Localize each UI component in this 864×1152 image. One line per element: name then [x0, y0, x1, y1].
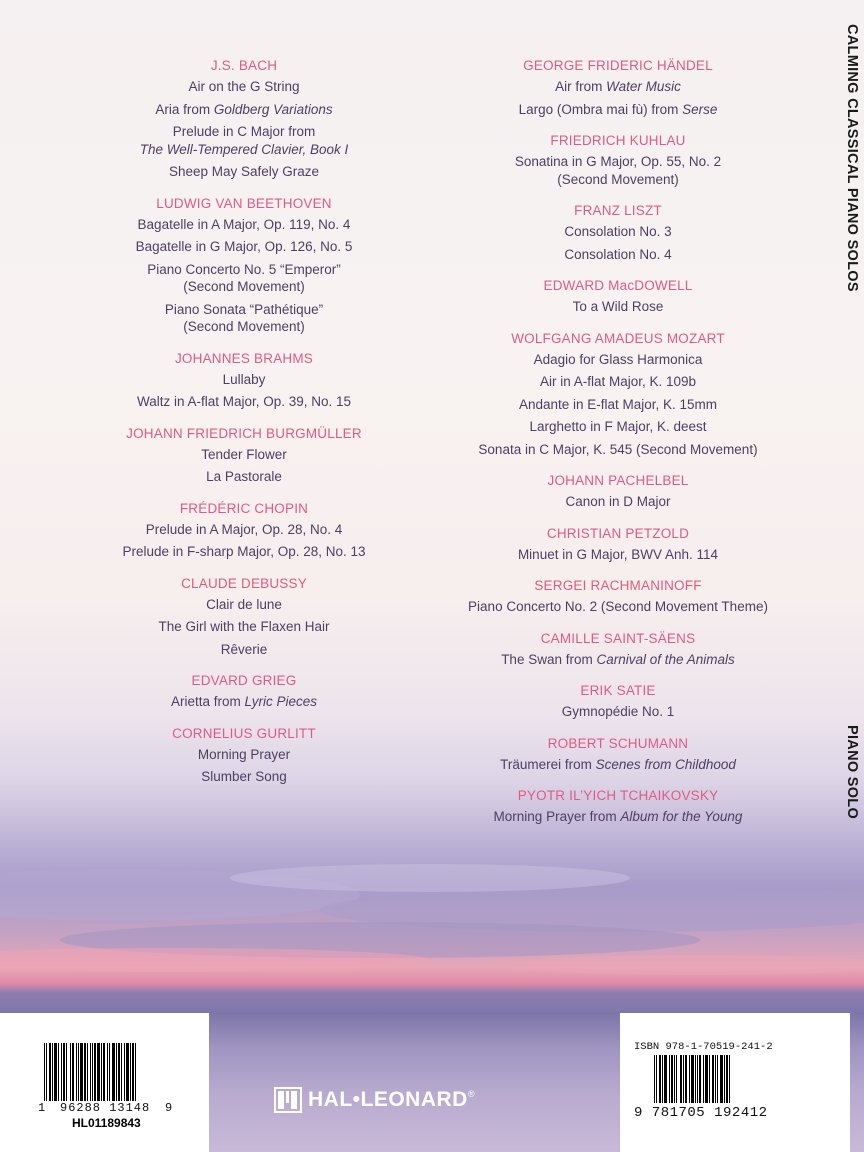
piece-text: The Swan from	[501, 651, 597, 667]
isbn-barcode	[654, 1055, 731, 1103]
piece-line	[40, 318, 448, 336]
piece-text: Sonatina in G Major, Op. 55, No. 2	[514, 154, 722, 169]
composer-entry	[40, 56, 448, 181]
composer-entry	[418, 56, 818, 118]
composer-name: WOLFGANG AMADEUS MOZART	[511, 330, 725, 346]
upc-barcode	[44, 1043, 137, 1101]
piece-text: Air from	[555, 79, 607, 94]
composer-name: FRANZ LISZT	[574, 203, 662, 218]
upc-digit-right: 9	[165, 1101, 173, 1115]
piece-line	[418, 396, 818, 414]
piece-text: Piano Concerto No. 2 (Second Movement Theme)	[468, 599, 768, 614]
right-contents-column	[418, 56, 818, 839]
composer-entry	[418, 329, 818, 459]
spine-subtitle: PIANO SOLO	[844, 725, 860, 820]
hal-leonard-emblem-icon	[274, 1085, 304, 1115]
composer-name: EDVARD GRIEG	[191, 673, 297, 688]
piece-line	[418, 418, 818, 436]
piece-title	[418, 373, 818, 391]
piece-text: Prelude in F-sharp Major, Op. 28, No. 13	[122, 544, 366, 559]
composer-name: CORNELIUS GURLITT	[172, 725, 316, 741]
piece-text: La Pastorale	[206, 469, 282, 484]
piece-text: Morning Prayer	[197, 746, 291, 762]
piece-text: Adagio for Glass Harmonica	[533, 351, 703, 367]
composer-name: SERGEI RACHMANINOFF	[534, 578, 702, 593]
piece-title	[40, 768, 448, 786]
piece-line	[40, 123, 448, 141]
upc-digits: 96288 13148	[60, 1101, 151, 1115]
piece-title	[40, 216, 448, 234]
composer-entry	[418, 131, 818, 188]
registered-mark: ®	[467, 1089, 475, 1099]
composer-name: JOHANNES BRAHMS	[174, 350, 314, 366]
piece-title	[418, 396, 818, 414]
composer-entry	[418, 734, 818, 774]
piece-text: Bagatelle in G Major, Op. 126, No. 5	[135, 239, 353, 254]
piece-title	[418, 246, 818, 264]
composer-entry	[418, 681, 818, 721]
piece-title	[40, 468, 448, 486]
piece-title	[418, 351, 818, 369]
piece-title	[40, 78, 448, 96]
composer-name: ERIK SATIE	[580, 683, 656, 698]
composer-entry	[40, 349, 448, 411]
piece-text: Piano Sonata “Pathétique”	[164, 301, 324, 317]
piece-title	[418, 441, 818, 459]
piece-text: Canon in D Major	[565, 494, 671, 509]
piece-title	[418, 78, 818, 96]
piece-line	[40, 618, 448, 636]
piece-title	[40, 543, 448, 561]
piece-line	[40, 746, 448, 764]
composer-entry	[40, 724, 448, 786]
piece-text: Morning Prayer from	[493, 809, 621, 824]
piece-text: Consolation No. 3	[564, 224, 672, 239]
composer-name: PYOTR IL’YICH TCHAIKOVSKY	[517, 788, 719, 803]
piece-title	[40, 238, 448, 256]
piece-title	[40, 101, 448, 119]
piece-text: Arietta from	[170, 694, 245, 709]
piece-line	[418, 171, 818, 189]
piece-line	[418, 223, 818, 241]
piece-text-italic: The Well-Tempered Clavier, Book I	[139, 141, 349, 157]
piece-title	[40, 301, 448, 336]
piece-text: Bagatelle in A Major, Op. 119, No. 4	[137, 216, 351, 232]
composer-entry	[418, 524, 818, 564]
piece-text: (Second Movement)	[183, 279, 305, 294]
piece-line	[418, 246, 818, 264]
piece-text: Piano Concerto No. 5 “Emperor”	[147, 261, 341, 277]
composer-name: JOHANN FRIEDRICH BURGMÜLLER	[126, 425, 362, 441]
piece-title	[40, 618, 448, 636]
piece-text: Träumerei from	[500, 756, 596, 772]
piece-line	[40, 216, 448, 234]
composer-entry	[40, 194, 448, 336]
piece-line	[418, 546, 818, 564]
composer-entry	[40, 499, 448, 561]
left-contents-column	[40, 56, 448, 799]
piece-title	[40, 746, 448, 764]
piece-title	[418, 418, 818, 436]
piece-line	[40, 543, 448, 561]
piece-title	[40, 693, 448, 711]
piece-title	[40, 596, 448, 614]
piece-text-italic: Serse	[682, 101, 718, 117]
piece-text-italic: Scenes from Childhood	[595, 756, 736, 772]
composer-entry	[40, 424, 448, 486]
hal-leonard-logo	[274, 1085, 474, 1115]
composer-entry	[418, 629, 818, 669]
piece-text-italic: Water Music	[606, 79, 681, 94]
piece-line	[418, 651, 818, 669]
piece-title	[418, 298, 818, 316]
piece-title	[40, 393, 448, 411]
piece-text-italic: Lyric Pieces	[244, 694, 318, 709]
barcode-bar	[136, 1043, 137, 1101]
piece-title	[418, 651, 818, 669]
composer-name: CHRISTIAN PETZOLD	[546, 525, 690, 541]
composer-name: FRIEDRICH KUHLAU	[550, 133, 686, 148]
piece-title	[40, 371, 448, 389]
piece-title	[40, 163, 448, 181]
piece-line	[418, 598, 818, 616]
piece-title	[418, 546, 818, 564]
piece-line	[40, 141, 448, 159]
piece-line	[418, 101, 818, 119]
piece-text: Aria from	[155, 101, 214, 117]
piece-text: Clair de lune	[206, 596, 282, 612]
piece-line	[40, 446, 448, 464]
piece-text: Sheep May Safely Graze	[168, 164, 320, 179]
piece-text: Tender Flower	[201, 446, 287, 462]
composer-name: ROBERT SCHUMANN	[547, 735, 689, 751]
piece-text: Lullaby	[222, 371, 266, 387]
piece-line	[40, 768, 448, 786]
piece-line	[40, 468, 448, 486]
piece-line	[40, 238, 448, 256]
piece-text-italic: Album for the Young	[620, 809, 743, 824]
publisher-name: HAL•LEONARD	[308, 1088, 468, 1111]
piece-text: Minuet in G Major, BWV Anh. 114	[517, 546, 719, 562]
piece-line	[40, 101, 448, 119]
composer-entry	[40, 671, 448, 711]
composer-name: LUDWIG VAN BEETHOVEN	[156, 195, 332, 211]
isbn-digits: 9 781705 192412	[634, 1105, 768, 1121]
piece-line	[40, 693, 448, 711]
piece-text: Consolation No. 4	[564, 246, 672, 262]
upc-digit-left: 1	[38, 1101, 46, 1115]
piece-text: Slumber Song	[201, 769, 287, 784]
piece-line	[418, 808, 818, 826]
piece-text: Prelude in A Major, Op. 28, No. 4	[145, 521, 343, 537]
right-barcode-label	[620, 1013, 850, 1152]
piece-title	[40, 446, 448, 464]
left-barcode-label	[0, 1013, 209, 1152]
piece-line	[418, 703, 818, 721]
piece-line	[418, 441, 818, 459]
composer-name: CAMILLE SAINT-SÄENS	[540, 630, 696, 646]
piece-title	[418, 493, 818, 511]
piece-text: Prelude in C Major from	[172, 124, 316, 139]
piece-line	[418, 756, 818, 774]
composer-entry	[418, 471, 818, 511]
piece-line	[40, 163, 448, 181]
piece-line	[40, 301, 448, 319]
piece-text: Waltz in A-flat Major, Op. 39, No. 15	[136, 394, 352, 409]
piece-text: Gymnopédie No. 1	[561, 704, 675, 719]
piece-title	[40, 641, 448, 659]
composer-name: FRÉDÉRIC CHOPIN	[179, 500, 309, 516]
piece-text: (Second Movement)	[183, 319, 305, 334]
piece-line	[40, 641, 448, 659]
piece-text: The Girl with the Flaxen Hair	[158, 619, 330, 634]
piece-text: Rêverie	[220, 641, 268, 657]
piece-line	[40, 393, 448, 411]
piece-text: Largo (Ombra mai fù) from	[518, 101, 683, 117]
piece-text: Air in A-flat Major, K. 109b	[539, 374, 697, 389]
piece-line	[418, 153, 818, 171]
piece-text-italic: Goldberg Variations	[213, 101, 333, 117]
composer-name: J.S. BACH	[210, 58, 278, 73]
piece-line	[40, 371, 448, 389]
piece-title	[40, 261, 448, 296]
piece-text: Sonata in C Major, K. 545 (Second Movement)	[478, 441, 758, 457]
piece-line	[40, 596, 448, 614]
composer-entry	[418, 576, 818, 616]
composer-entry	[418, 786, 818, 826]
barcode-bar	[730, 1055, 731, 1103]
composer-name: GEORGE FRIDERIC HÄNDEL	[523, 58, 713, 73]
composer-name: CLAUDE DEBUSSY	[181, 575, 307, 591]
piece-title	[418, 756, 818, 774]
spine-title: CALMING CLASSICAL PIANO SOLOS	[844, 24, 860, 292]
piece-title	[418, 598, 818, 616]
piece-title	[418, 101, 818, 119]
piece-title	[40, 521, 448, 539]
piece-line	[40, 521, 448, 539]
piece-line	[418, 493, 818, 511]
piece-text: Air on the G String	[188, 79, 300, 94]
piece-line	[40, 278, 448, 296]
piece-line	[418, 298, 818, 316]
composer-name: JOHANN PACHELBEL	[547, 473, 689, 488]
piece-text: Andante in E-flat Major, K. 15mm	[518, 396, 718, 412]
isbn-text: ISBN 978-1-70519-241-2	[634, 1041, 773, 1053]
piece-title	[418, 808, 818, 826]
piece-line	[418, 373, 818, 391]
piece-line	[40, 78, 448, 96]
composer-name: EDWARD MacDOWELL	[543, 278, 693, 293]
piece-text-italic: Carnival of the Animals	[596, 651, 735, 667]
piece-title	[418, 153, 818, 188]
piece-line	[40, 261, 448, 279]
composer-entry	[418, 276, 818, 316]
piece-title	[418, 223, 818, 241]
piece-text: (Second Movement)	[557, 171, 679, 187]
composer-entry	[40, 574, 448, 659]
piece-title	[40, 123, 448, 158]
product-code: HL01189843	[72, 1116, 141, 1130]
composer-entry	[418, 201, 818, 263]
piece-text: Larghetto in F Major, K. deest	[529, 419, 707, 434]
piece-line	[418, 78, 818, 96]
piece-line	[418, 351, 818, 369]
piece-title	[418, 703, 818, 721]
piece-text: To a Wild Rose	[572, 299, 664, 314]
